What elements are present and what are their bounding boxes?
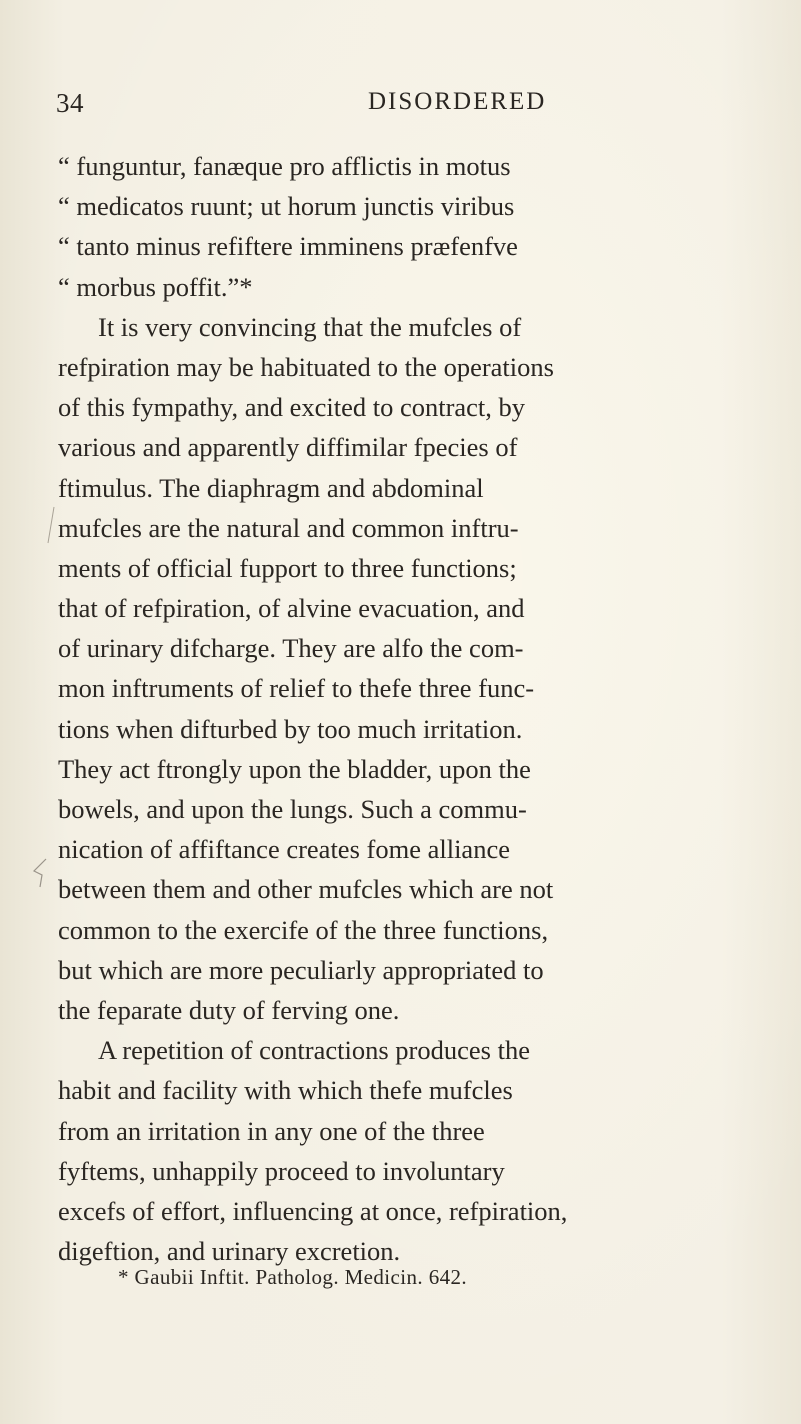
text-line: fyftems, unhappily proceed to involuntary bbox=[58, 1155, 505, 1186]
text-line: ments of official fupport to three functions; bbox=[58, 552, 517, 583]
text-line: “ tanto minus refiftere imminens præfenfve bbox=[58, 231, 518, 262]
text-line: They act ftrongly upon the bladder, upon the bbox=[58, 753, 531, 784]
footnote: * Gaubii Inftit. Patholog. Medicin. 642. bbox=[118, 1265, 468, 1289]
text-line: various and apparently diffimilar fpecies of bbox=[58, 432, 518, 463]
text-line: mon inftruments of relief to thefe three func- bbox=[58, 673, 535, 704]
text-line: tions when difturbed by too much irritation. bbox=[58, 713, 523, 744]
paragraph-start-line: It is very convincing that the mufcles of bbox=[98, 311, 522, 342]
text-line: “ medicatos ruunt; ut horum junctis viribus bbox=[58, 191, 515, 222]
text-line: between them and other mufcles which are not bbox=[58, 874, 554, 905]
text-line: of urinary difcharge. They are alfo the com- bbox=[58, 633, 524, 664]
text-line: of this fympathy, and excited to contract, by bbox=[58, 392, 526, 423]
paragraph-start-line: A repetition of contractions produces the bbox=[98, 1035, 530, 1066]
page-header bbox=[56, 88, 756, 128]
text-line: ftimulus. The diaphragm and abdominal bbox=[58, 472, 484, 503]
text-line: common to the exercife of the three functions, bbox=[58, 914, 549, 945]
running-head: DISORDERED bbox=[368, 88, 547, 115]
text-line: digeftion, and urinary excretion. bbox=[58, 1236, 401, 1267]
text-line: from an irritation in any one of the three bbox=[58, 1115, 485, 1146]
pencil-line-mark-icon bbox=[44, 505, 58, 545]
text-line: habit and facility with which thefe mufcles bbox=[58, 1075, 513, 1106]
text-line: excefs of effort, influencing at once, refpiration, bbox=[58, 1195, 568, 1226]
body-text bbox=[58, 146, 768, 1271]
text-line: mufcles are the natural and common inftru- bbox=[58, 512, 519, 543]
page-number: 34 bbox=[56, 88, 84, 118]
text-line: nication of affiftance creates fome alliance bbox=[58, 834, 510, 865]
text-line: but which are more peculiarly appropriated to bbox=[58, 954, 544, 985]
text-line: that of refpiration, of alvine evacuation, and bbox=[58, 593, 525, 624]
text-line: bowels, and upon the lungs. Such a commu- bbox=[58, 794, 527, 824]
pencil-tick-mark-icon bbox=[28, 855, 52, 891]
text-line: “ funguntur, fanæque pro afflictis in motus bbox=[58, 151, 511, 181]
text-line: “ morbus poffit.”* bbox=[58, 271, 253, 302]
text-line: the feparate duty of ferving one. bbox=[58, 994, 400, 1025]
text-line: refpiration may be habituated to the operations bbox=[58, 351, 554, 382]
